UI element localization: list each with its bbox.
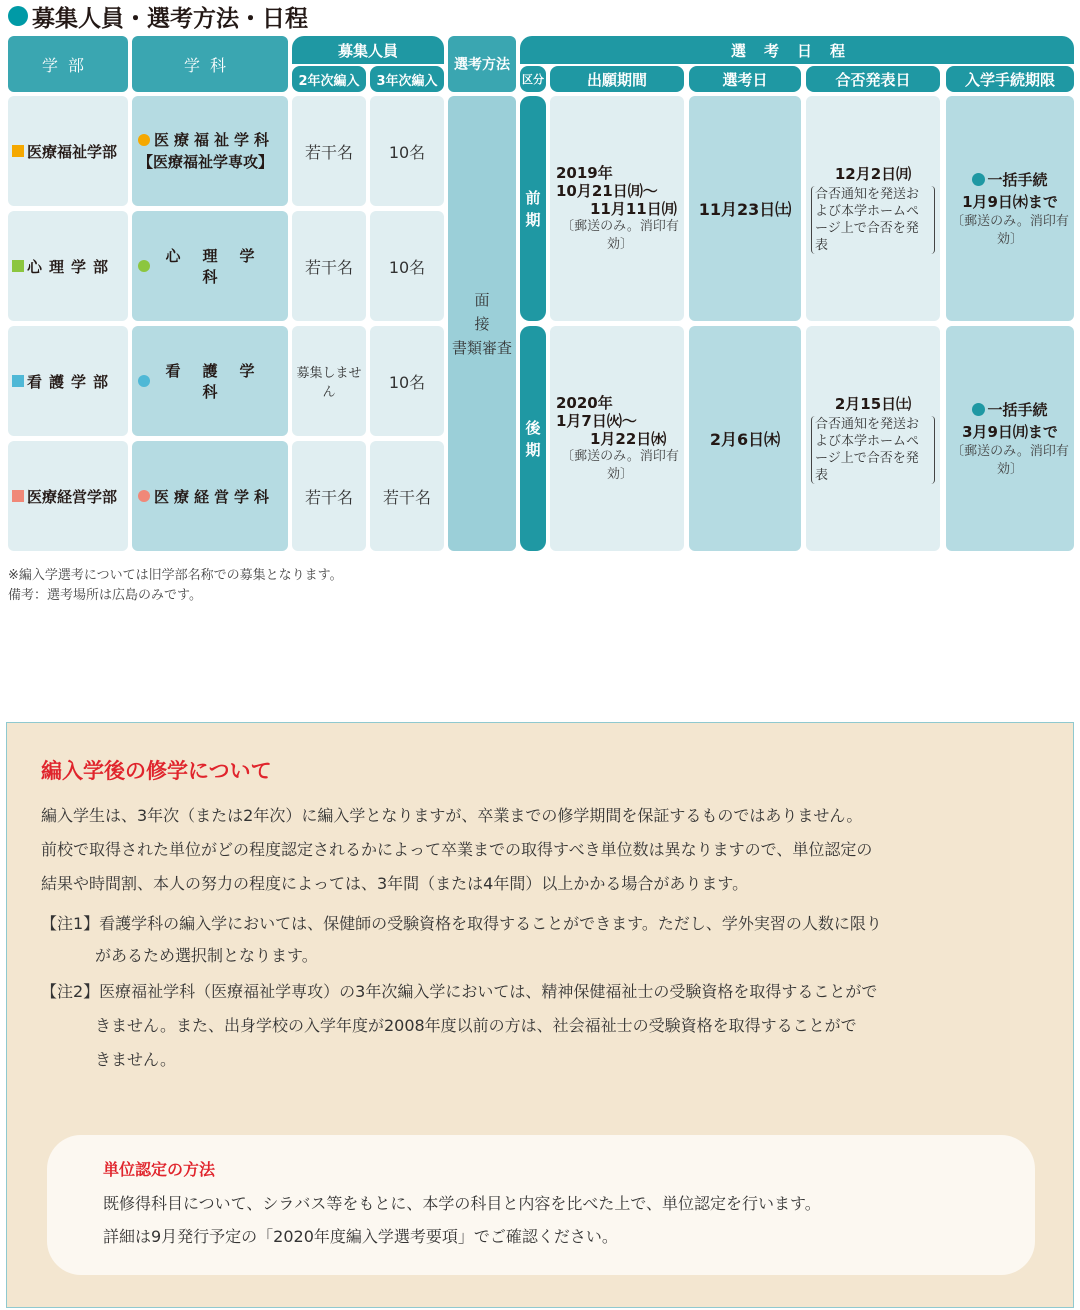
year3-value: 10名: [370, 96, 444, 206]
year3-value: 10名: [370, 211, 444, 321]
department-marker-icon: [138, 490, 150, 502]
faculty-marker-icon: [12, 490, 24, 502]
faculty-marker-icon: [12, 260, 24, 272]
section-heading-text: 募集人員・選考方法・日程: [32, 5, 308, 32]
faculty-cell: 医療福祉学部: [8, 96, 128, 206]
faculty-cell: 医療経営学部: [8, 441, 128, 551]
term-label-first: 前 期: [520, 96, 546, 321]
result-day-second: 2月15日㈯ 合否通知を発送および本学ホームページ上で合否を発表: [806, 326, 940, 551]
procedure-bullet-icon: [972, 403, 985, 416]
year2-value: 募集しません: [292, 326, 366, 436]
credit-line: 既修得科目について、シラバス等をもとに、本学の科目と内容を比べた上で、単位認定を行います。: [103, 1194, 821, 1213]
study-paragraph-line: 編入学生は、3年次（または2年次）に編入学となりますが、卒業までの修学期間を保証するものではありません。: [41, 806, 863, 825]
header-exam-day: 選考日: [689, 66, 801, 92]
result-day-first: 12月2日㈪ 合否通知を発送および本学ホームページ上で合否を発表: [806, 96, 940, 321]
faculty-marker-icon: [12, 375, 24, 387]
selection-method-cell: [448, 96, 516, 551]
study-info-box: [6, 722, 1074, 1308]
study-title: 編入学後の修学について: [41, 759, 272, 783]
credit-line: 詳細は9月発行予定の「2020年度編入学選考要項」でご確認ください。: [103, 1227, 618, 1246]
footnote-old-name: ※編入学選考については旧学部名称での募集となります。: [8, 568, 343, 583]
note-2-line: きません。: [95, 1050, 176, 1069]
year2-value: 若干名: [292, 441, 366, 551]
faculty-marker-icon: [12, 145, 24, 157]
section-heading: [8, 2, 308, 30]
year2-value: 若干名: [292, 96, 366, 206]
header-year2: 2年次編入: [292, 66, 366, 92]
department-marker-icon: [138, 260, 150, 272]
department-cell: 医療福祉学科 【医療福祉学専攻】: [132, 96, 288, 206]
year3-value: 若干名: [370, 441, 444, 551]
note-1-line: があるため選択制となります。: [95, 946, 318, 965]
department-marker-icon: [138, 375, 150, 387]
credit-recognition-box: [47, 1135, 1035, 1275]
study-paragraph-line: 前校で取得された単位がどの程度認定されるかによって卒業までの取得すべき単位数は異なりますので、単位認定の: [41, 840, 873, 859]
year2-value: 若干名: [292, 211, 366, 321]
header-period: 出願期間: [550, 66, 684, 92]
header-faculty: 学部: [8, 36, 128, 92]
procedure-bullet-icon: [972, 173, 985, 186]
method-documents: 書類審査: [451, 338, 512, 357]
procedure-deadline-first: 一括手続 1月9日㈭まで 〔郵送のみ。消印有効〕: [946, 96, 1074, 321]
application-period-second: 2020年 1月7日㈫～ 1月22日㈬ 〔郵送のみ。消印有効〕: [550, 326, 684, 551]
study-paragraph-line: 結果や時間割、本人の努力の程度によっては、3年間（または4年間）以上かかる場合があります。: [41, 874, 749, 893]
method-interview: 面 接: [474, 290, 512, 333]
department-marker-icon: [138, 134, 150, 146]
term-label-second: 後 期: [520, 326, 546, 551]
department-cell: 看護学科: [132, 326, 288, 436]
exam-day-second: 2月6日㈭: [689, 326, 801, 551]
faculty-cell: 心理学部: [8, 211, 128, 321]
heading-bullet-icon: [8, 6, 28, 26]
footnote-location: 備考：選考場所は広島のみです。: [8, 588, 202, 603]
header-schedule: 選考日程: [520, 36, 1074, 64]
department-cell: 医療経営学科: [132, 441, 288, 551]
header-department: 学科: [132, 36, 288, 92]
credit-title: 単位認定の方法: [103, 1160, 216, 1179]
year3-value: 10名: [370, 326, 444, 436]
department-cell: 心理学科: [132, 211, 288, 321]
header-procedure: 入学手続期限: [946, 66, 1074, 92]
header-method: 選考方法: [448, 36, 516, 92]
faculty-cell: 看護学部: [8, 326, 128, 436]
exam-day-first: 11月23日㈯: [689, 96, 801, 321]
note-1-line: 【注1】看護学科の編入学においては、保健師の受験資格を取得することができます。ただし、学外実習の人数に限り: [41, 914, 882, 933]
application-period-first: 2019年 10月21日㈪～ 11月11日㈪ 〔郵送のみ。消印有効〕: [550, 96, 684, 321]
header-term: 区分: [520, 66, 546, 92]
header-result-day: 合否発表日: [806, 66, 940, 92]
note-2-line: 【注2】医療福祉学科（医療福祉学専攻）の3年次編入学においては、精神保健福祉士の受験資格を取得することがで: [41, 982, 878, 1001]
header-year3: 3年次編入: [370, 66, 444, 92]
header-recruit: 募集人員: [292, 36, 444, 64]
note-2-line: きません。また、出身学校の入学年度が2008年度以前の方は、社会福祉士の受験資格を取得することがで: [95, 1016, 857, 1035]
procedure-deadline-second: 一括手続 3月9日㈪まで 〔郵送のみ。消印有効〕: [946, 326, 1074, 551]
